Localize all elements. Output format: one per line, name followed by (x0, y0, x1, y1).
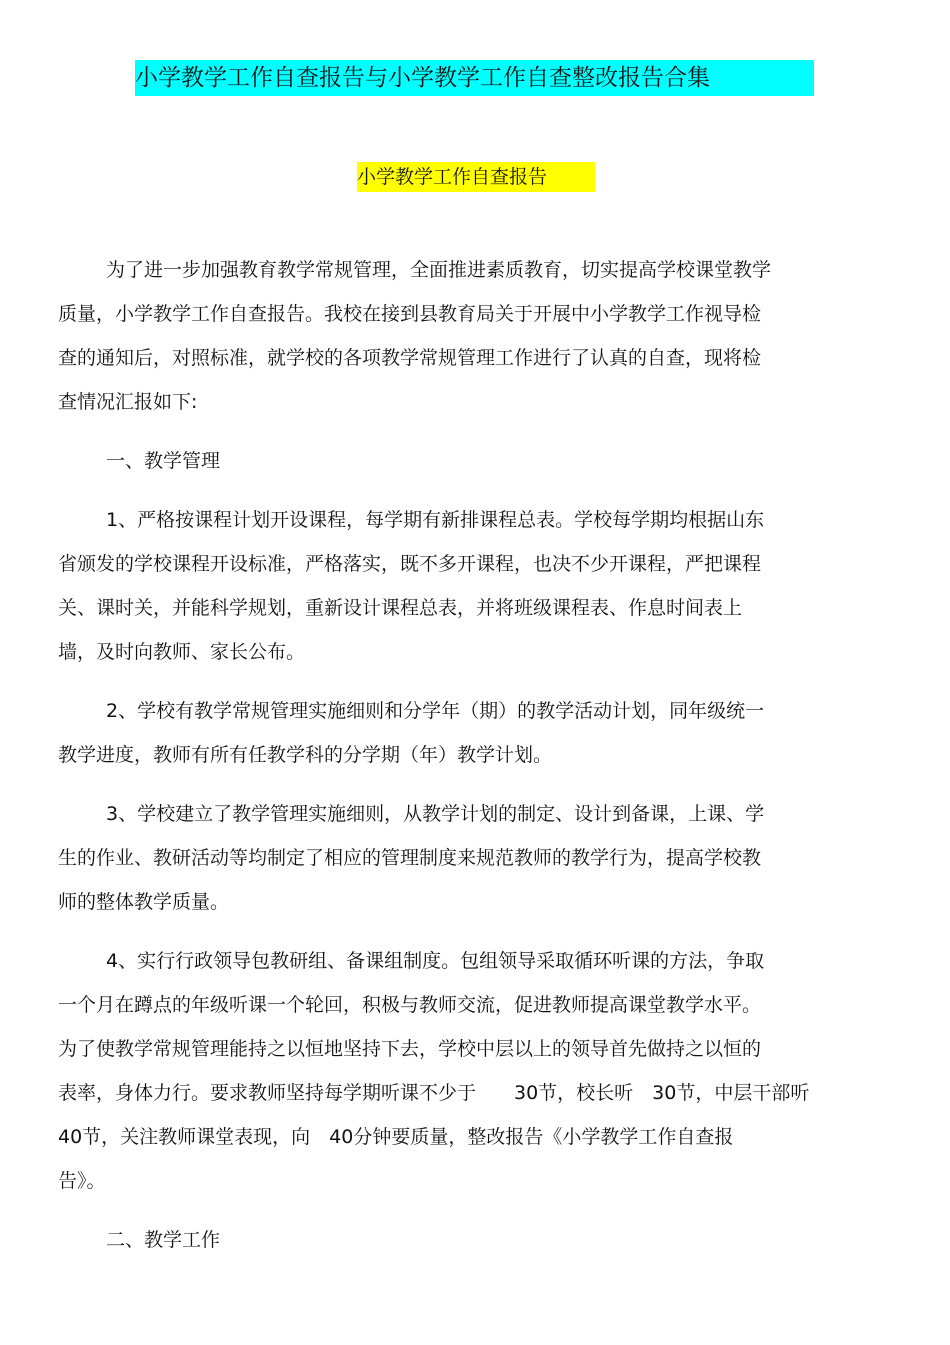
paragraph-line: 告》。 (58, 1170, 106, 1192)
document-main-title: 小学教学工作自查报告与小学教学工作自查整改报告合集 (135, 60, 814, 96)
paragraph-line: 教学进度，教师有所有任教学科的分学期（年）教学计划。 (58, 744, 553, 766)
paragraph-line: 质量，小学教学工作自查报告。我校在接到县教育局关于开展中小学教学工作视导检 (58, 303, 762, 325)
paragraph-line: 表率，身体力行。要求教师坚持每学期听课不少于 30节，校长听 30节，中层干部听 (58, 1082, 810, 1104)
paragraph-line: 1、严格按课程计划开设课程，每学期有新排课程总表。学校每学期均根据山东 (106, 509, 765, 531)
paragraph-line: 墙，及时向教师、家长公布。 (58, 641, 306, 663)
document-subtitle: 小学教学工作自查报告 (357, 162, 595, 192)
paragraph-line: 关、课时关，并能科学规划，重新设计课程总表，并将班级课程表、作息时间表上 (58, 597, 743, 619)
paragraph-line: 40节，关注教师课堂表现，向 40分钟要质量，整改报告《小学教学工作自查报 (58, 1126, 734, 1148)
paragraph-line: 4、实行行政领导包教研组、备课组制度。包组领导采取循环听课的方法，争取 (106, 950, 765, 972)
section-heading: 二、教学工作 (106, 1229, 221, 1251)
paragraph-line: 查情况汇报如下: (58, 391, 198, 413)
paragraph-line: 为了使教学常规管理能持之以恒地坚持下去，学校中层以上的领导首先做持之以恒的 (58, 1038, 762, 1060)
paragraph-line: 生的作业、教研活动等均制定了相应的管理制度来规范教师的教学行为，提高学校教 (58, 847, 762, 869)
paragraph-line: 2、学校有教学常规管理实施细则和分学年（期）的教学活动计划，同年级统一 (106, 700, 765, 722)
paragraph-line: 查的通知后，对照标准，就学校的各项教学常规管理工作进行了认真的自查，现将检 (58, 347, 762, 369)
section-heading: 一、教学管理 (106, 450, 221, 472)
paragraph-line: 师的整体教学质量。 (58, 891, 230, 913)
paragraph-line: 一个月在蹲点的年级听课一个轮回，积极与教师交流，促进教师提高课堂教学水平。 (58, 994, 762, 1016)
paragraph-line: 省颁发的学校课程开设标准，严格落实，既不多开课程，也决不少开课程，严把课程 (58, 553, 762, 575)
paragraph-line: 3、学校建立了教学管理实施细则，从教学计划的制定、设计到备课，上课、学 (106, 803, 765, 825)
paragraph-line: 为了进一步加强教育教学常规管理，全面推进素质教育，切实提高学校课堂教学 (106, 259, 772, 281)
